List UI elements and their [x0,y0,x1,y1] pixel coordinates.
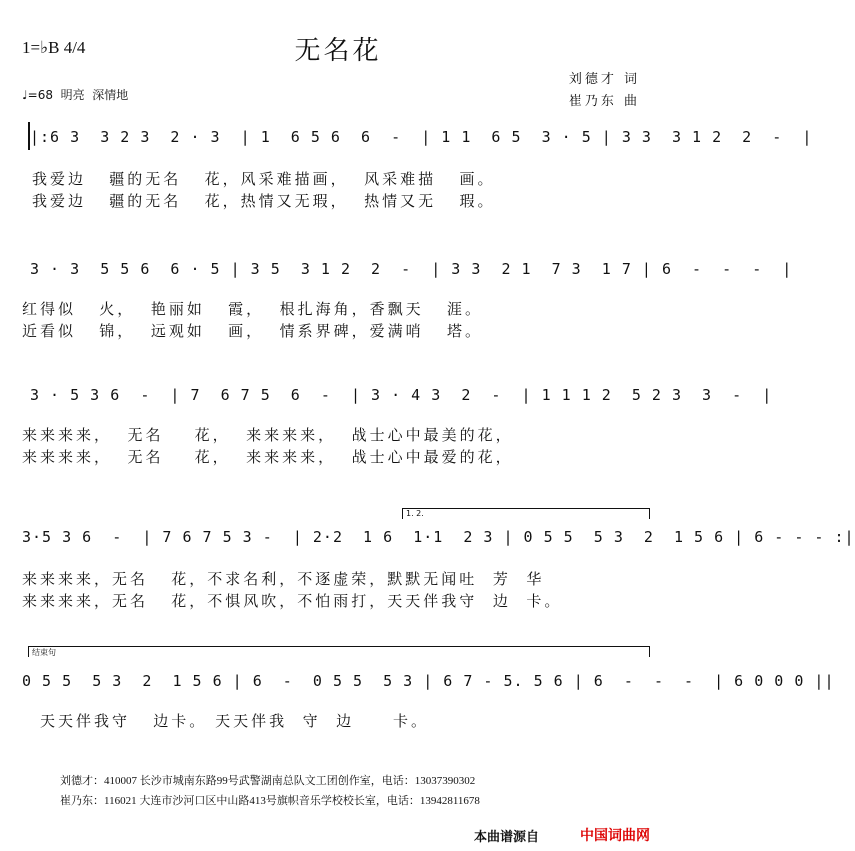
notation-line-2: 3 · 3 5 5 6 6 · 5 | 3 5 3 1 2 2 - | 3 3 2 1 7 3 1 7 | 6 - - - | [30,260,793,278]
song-title: 无名花 [294,36,382,66]
volta-label: 1. 2. [406,509,424,518]
composer-contact: 崔乃东：116021 大连市沙河口区中山路413号旗帜音乐学校校长室，电话：13942811678 [60,795,480,807]
lyric-line-4a: 来来来来，无名 花，不求名利，不逐虚荣，默默无闻吐 芳 华 [22,570,545,588]
lyric-line-3a: 来来来来， 无名 花， 来来来来， 战士心中最美的花， [22,426,514,444]
lyric-line-1a: 我爱边 疆的无名 花，风采难描画， 风采难描 画。 [32,170,496,188]
lyric-line-2b: 近看似 锦， 远观如 画， 情系界碑，爱满哨 塔。 [22,322,483,340]
notation-line-5: 0 5 5 5 3 2 1 5 6 | 6 - 0 5 5 5 3 | 6 7 - 5. 5 6 | 6 - - - | 6 0 0 0 || [22,672,835,690]
site-logo-text[interactable]: 中国词曲网 [580,828,650,844]
key-signature: 1=♭B 4/4 [22,38,86,57]
notation-line-3: 3 · 5 3 6 - | 7 6 7 5 6 - | 3 · 4 3 2 - | 1 1 1 2 5 2 3 3 - | [30,386,773,404]
notation-line-1: |:6 3 3 2 3 2 · 3 | 1 6 5 6 6 - | 1 1 6 5 3 · 5 | 3 3 3 1 2 2 - | [30,128,813,146]
tempo-marking: ♩=68 明亮 深情地 [22,88,129,102]
lyric-line-1b: 我爱边 疆的无名 花，热情又无瑕， 热情又无 瑕。 [32,192,496,210]
notation-line-4: 3·5 3 6 - | 7 6 7 5 3 - | 2·2 1 6 1·1 2 3 | 0 5 5 5 3 2 1 5 6 | 6 - - - :| [22,528,855,546]
lyric-line-4b: 来来来来，无名 花，不惧风吹，不怕雨打，天天伴我守 边 卡。 [22,592,563,610]
volta-bracket [402,508,650,519]
lyricist-contact: 刘德才：410007 长沙市城南东路99号武警湖南总队文工团创作室，电话：13037390302 [60,775,476,787]
lyricist-credit: 刘德才 词 [568,72,640,87]
lyric-line-3b: 来来来来， 无名 花， 来来来来， 战士心中最爱的花， [22,448,514,466]
source-label: 本曲谱源自 [474,830,540,845]
lyric-line-5: 天天伴我守 边卡。 天天伴我 守 边 卡。 [40,712,429,730]
lyric-line-2a: 红得似 火， 艳丽如 霞， 根扎海角，香飘天 涯。 [22,300,483,318]
composer-credit: 崔乃东 曲 [568,94,640,109]
ending-bracket [28,646,650,657]
ending-label: 结束句 [32,648,56,657]
